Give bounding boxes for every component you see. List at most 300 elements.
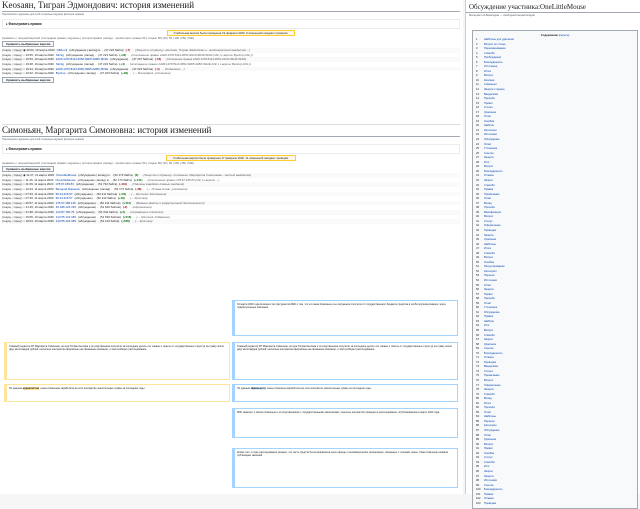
- toc-title: Содержание: [540, 33, 558, 37]
- toc-number: 88: [476, 433, 479, 437]
- toc-number: 91: [476, 447, 479, 451]
- revision-comment: . . (→ Биография: уточнение): [130, 71, 171, 76]
- toc-item-label: Откат: [484, 115, 492, 119]
- toc-number: 14: [476, 97, 479, 101]
- revision-user[interactable]: Skirtig: [55, 62, 64, 67]
- toc-number: 62: [476, 315, 479, 319]
- revision-size-delta: (+678): [121, 219, 130, 224]
- toc-number: 67: [476, 338, 479, 342]
- revision-comment: . . (Отменена правка 2A00:1370:8114:4652:4ACD:9D4F:0FD4): [163, 57, 247, 62]
- toc-number: 93: [476, 456, 479, 460]
- flagged-text: Стабильная версия была проверена 17 февраля 2020. 11 изменений ожидают проверки.: [166, 155, 296, 161]
- toc-number: 81: [476, 401, 479, 405]
- toc-number: 96: [476, 469, 479, 473]
- revision-size-delta: (-38): [135, 187, 142, 192]
- revision-user[interactable]: Валерий Бирюков: [55, 187, 80, 192]
- diff-added-block-3: Кроме того, в ходе расследования указано, что часть средств была направлена через фонды и некоммерческие организации, связанные с членами семьи. Сама Симоньян назвала публикацию заказной.: [232, 448, 458, 488]
- toc-number: 4: [476, 51, 478, 55]
- toc-number: 83: [476, 410, 479, 414]
- toc-item-label: Викификация: [484, 210, 501, 214]
- toc-number: 103: [476, 501, 481, 505]
- toc-number: 89: [476, 438, 479, 442]
- revision-comment: . . (Защитил страницу «Кеосаян, Тигран Эдмондович»: неоднократный вандализм ...): [132, 48, 251, 53]
- toc-number: 79: [476, 392, 479, 396]
- toc-number: 20: [476, 124, 479, 128]
- toc-item-label: Вопрос: [484, 165, 494, 169]
- toc-number: 54: [476, 278, 479, 282]
- toc-item-label: Удаление: [484, 238, 497, 242]
- toc-item-label: Удаление: [484, 110, 497, 114]
- toc-item-label: Благодарность: [484, 60, 503, 64]
- revision-links[interactable]: (текущ. | пред.) ○ 06:57, 11 марта 2020: [2, 200, 54, 205]
- toc-item-label: Ссылки: [484, 151, 494, 155]
- toc-item-label: Категория: [484, 269, 497, 273]
- toc-item-label: Источники: [484, 133, 497, 137]
- revision-meta: (обсуждение) . . (47 207 байтов): [110, 57, 154, 62]
- toc-item-label: Шаблоны: [484, 415, 496, 419]
- revision-user[interactable]: 46.188.123.159: [55, 205, 76, 210]
- revision-links[interactable]: (текущ. | пред.) ○ 21:49, 10 марта 2020: [2, 205, 54, 210]
- toc-number: 38: [476, 206, 479, 210]
- revision-meta: (обсуждение) . . (51 642 байта): [76, 210, 118, 215]
- toc-item-label: Итог: [484, 160, 490, 164]
- compare-revisions-button-bottom[interactable]: Сравнить выбранные версии: [2, 77, 54, 83]
- toc-item-label: Переименование: [484, 47, 506, 51]
- revision-user[interactable]: GBA.mil: [56, 48, 68, 53]
- toc-number: 69: [476, 347, 479, 351]
- toc-item-label: Привет: [484, 292, 493, 296]
- revision-list: [2, 173, 460, 224]
- toc-item-label: Удаление: [484, 438, 497, 442]
- toc-number: 63: [476, 319, 479, 323]
- toc-number: 73: [476, 365, 479, 369]
- toc-number: 1: [476, 38, 478, 41]
- toc-number: 8: [476, 69, 478, 73]
- toc-number: 37: [476, 201, 479, 205]
- toc-number: 71: [476, 356, 479, 360]
- toc-number: 41: [476, 219, 479, 223]
- toc-number: 11: [476, 83, 479, 87]
- history-nav[interactable]: (сравнить с текущей версией | последняя правка | журналы | история правок | вклад) · просмотреть (новые 50 | старые 50) (20 | 50 | 100 | 250 | 500): [2, 160, 194, 165]
- toc-number: 49: [476, 256, 479, 260]
- filter-revisions-toggle[interactable]: ▸ Фильтровать правки: [2, 144, 460, 154]
- toc-item-label: Просьба: [484, 406, 495, 410]
- toc-item-label: Статус: [484, 219, 493, 223]
- diff-old-text-a: По данным: [9, 387, 23, 390]
- revision-size-delta: (+18): [117, 196, 125, 201]
- revision-size-delta: (-7): [125, 48, 131, 53]
- toc-number: 80: [476, 397, 479, 401]
- compare-revisions-button[interactable]: Сравнить выбранные версии: [2, 41, 54, 47]
- history-pane-keosayan: [2, 0, 460, 122]
- toc-item-label: Шаблоны для удаления: [484, 38, 514, 41]
- revision-size-delta: (-4): [155, 66, 160, 71]
- toc-item-label: Благодарность: [484, 351, 503, 355]
- toc-item-label: Вандализм: [484, 365, 498, 369]
- toc-item-label: Статус: [484, 456, 493, 460]
- revision-links[interactable]: (текущ. | пред.) ○ 16:05, 10 марта 2020: [2, 214, 54, 219]
- toc-number: 45: [476, 238, 479, 242]
- toc-item-label: Уточнение: [484, 306, 498, 310]
- toc-number: 70: [476, 351, 479, 355]
- revision-user[interactable]: 2A00:1370:8114:4652:49D5:A0BC:9D1E: [55, 57, 109, 62]
- diff-new-paragraph: Главный редактор RT Маргарита Симоньян, её муж Тигран Кеосаян и их родственники получили за последние десять лет заказы и гранты от государственных структур на сумму около двух миллиардов рублей; несколько контрактов оформлены на связанные компании, о чём сообщает расследование.: [232, 342, 458, 380]
- toc-number: 78: [476, 388, 479, 392]
- toc-number: 39: [476, 210, 479, 214]
- history-pane-simonyan: [2, 124, 460, 296]
- toc-number: 55: [476, 283, 479, 287]
- toc-number: 98: [476, 479, 479, 483]
- revision-links[interactable]: (текущ. | пред.) ○ 19:55, 19 марта 2020: [2, 52, 54, 57]
- toc-item-label: Защита: [484, 156, 494, 160]
- toc-number: 9: [476, 74, 478, 78]
- toc-item-label: Примечание: [484, 192, 500, 196]
- toc-item-label: Перенос: [484, 419, 495, 423]
- talk-page-subtitle: Материал из Википедии — свободной энциклопедии: [469, 14, 535, 17]
- toc-item-label: Просьба: [484, 297, 495, 301]
- toc-number: 74: [476, 369, 479, 373]
- toc-item-label: Перенос: [484, 274, 495, 278]
- page-title: Симоньян, Маргарита Симоновна: история изменений: [2, 125, 460, 137]
- toc-item-label: Удаление: [484, 342, 497, 346]
- toc-number: 56: [476, 288, 479, 292]
- toc-number: 60: [476, 306, 479, 310]
- revision-size-delta: (-441): [119, 182, 128, 187]
- toc-item-label: Итог: [484, 465, 490, 469]
- revision-comment: . . (отклонение правки 2A00:1370:8114:4652:49D5:A0BC:9D1E (обс.) к версии Bystrup (обс.)): [126, 62, 251, 67]
- toc-item-label: Откат: [484, 197, 492, 201]
- diff-added-block: 19 марта 2020 года Кеосаян стал фигурантом МКК о том, что его жена Симоньян и ее окружение получили от государственного бюджета средства в особо крупном размере через подконтрольные компании.: [232, 300, 458, 336]
- revision-size-delta: (+441): [134, 177, 143, 182]
- toc-number: 84: [476, 415, 479, 419]
- toc-number: 86: [476, 424, 479, 428]
- toc-number: 22: [476, 133, 479, 137]
- revision-comment: . . (исправление опечатки): [126, 210, 164, 215]
- revision-meta: (обсуждение | вклад) . . (47 223 байта): [65, 52, 118, 57]
- toc-item-label: Источники: [484, 479, 497, 483]
- revision-user[interactable]: OneLittleMouse: [56, 173, 77, 178]
- toc-item-label: Категории: [484, 128, 497, 132]
- diff-old-line: [4, 384, 230, 402]
- revision-meta: (обсуждение) . . (51 639 байтов): [77, 214, 121, 219]
- revision-links[interactable]: (текущ. | пред.) ○ 19:48, 19 марта 2020: [2, 62, 54, 67]
- toc-number: 99: [476, 483, 479, 487]
- toc-item-label: Обсуждение: [484, 429, 500, 433]
- toc-item-label: Ответ: [484, 283, 492, 287]
- toc-item-label: Спасибо: [484, 460, 495, 464]
- toc-item-label: Проверка: [484, 360, 497, 364]
- toc-number: 92: [476, 451, 479, 455]
- toc-list: [476, 38, 634, 506]
- revision-list: [2, 48, 460, 76]
- toc-number: 97: [476, 474, 479, 478]
- revision-size-delta: (-2): [122, 205, 128, 210]
- revision-links[interactable]: (текущ. | пред.) ○ 21:38, 10 марта 2020: [2, 210, 54, 215]
- toc-item-label: Благодарность: [484, 488, 503, 492]
- toc-item-label: Ссылки: [484, 483, 494, 487]
- diff-removed-word: журналистов: [22, 387, 40, 390]
- filter-label: Фильтровать правки: [8, 146, 42, 151]
- revision-size-delta: (-16): [155, 57, 162, 62]
- toc-item-label: Защита: [484, 388, 494, 392]
- toc-number: 64: [476, 324, 479, 328]
- toc-item-label: Запрос: [484, 469, 493, 473]
- toc-item-label: Откат: [484, 410, 492, 414]
- toc-item-label: Просьба: [484, 206, 495, 210]
- toc-number: 21: [476, 128, 479, 132]
- toc-item-label: Статья: [484, 106, 493, 110]
- toc-number: 42: [476, 224, 479, 228]
- toc-number: 26: [476, 151, 479, 155]
- toc-item-label: Привет: [484, 447, 493, 451]
- toc-number: 94: [476, 460, 479, 464]
- toc-number: 36: [476, 197, 479, 201]
- toc-item-label: Запрос: [484, 338, 493, 342]
- diff-new-text-a: По данным: [237, 387, 251, 390]
- toc-item-label: Отмена: [484, 497, 494, 501]
- toc-number: 48: [476, 251, 479, 255]
- filter-label: Фильтровать правки: [8, 21, 42, 26]
- toc-item-label: Откат: [484, 301, 492, 305]
- toc-number: 25: [476, 147, 479, 151]
- toc-item-label: Оформление: [484, 224, 501, 228]
- toc-item-label: Вопрос: [484, 329, 494, 332]
- toc-item-label: Шаблон: [484, 124, 494, 128]
- toc-number: 57: [476, 292, 479, 296]
- revision-user[interactable]: Bystrup: [55, 71, 66, 76]
- toc-item-label: Спасибо: [484, 251, 495, 255]
- revision-row[interactable]: [2, 219, 460, 224]
- toc-number: 53: [476, 274, 479, 278]
- toc-item-label: Ошибка: [484, 260, 495, 264]
- revision-size-delta: (+79): [119, 191, 127, 196]
- toc-number: 50: [476, 260, 479, 264]
- toc-number: 32: [476, 178, 479, 182]
- revision-links[interactable]: (текущ. | пред.) ○ 19:44, 19 марта 2020: [2, 66, 54, 71]
- toc-item-label: Правка: [484, 492, 494, 496]
- toc-item-label: Симоньян: [484, 83, 497, 87]
- revision-comment: . . (→ Критика: дополнение): [128, 191, 167, 196]
- revision-user[interactable]: 95.24.226.57: [55, 196, 73, 201]
- history-nav[interactable]: (сравнить с текущей версией | последняя правка | журналы | история правок | вклад) · просмотреть (новые 50 | старые 50) (20 | 50 | 100 | 250 | 500): [2, 35, 194, 40]
- revision-links[interactable]: (текущ. | пред.) ○ 10:23, 11 марта 2020: [2, 187, 54, 192]
- revision-comment: . . (Важные факты о коррупционной деятельности): [132, 200, 205, 205]
- toc-item-label: Вопрос: [484, 379, 494, 383]
- revision-user[interactable]: 213.55.123.189: [55, 219, 76, 224]
- diff-old-paragraph: Главный редактор RT Маргарита Симоньян, её муж Тигран Кеосаян и их родственники получили за последние десять лет заказы и гранты от государственных структур на сумму около двух миллиардов рублей; несколько контрактов оформлены на связанные компании, о чём сообщает расследование.: [4, 342, 230, 380]
- diff-added-word: Навального: [250, 387, 266, 390]
- revision-links[interactable]: (текущ. | пред.) ○ 11:26, 11 марта 2020: [2, 177, 54, 182]
- revision-user[interactable]: Skirtig: [55, 52, 64, 57]
- revision-links[interactable]: (текущ. | пред.) ○ 19:42, 19 марта 2020: [2, 71, 54, 76]
- revision-meta: (обсуждение | вклад) м . . (52 173 байта): [77, 177, 133, 182]
- revision-comment: . . (оформление): [129, 205, 152, 210]
- revision-meta: (обсуждение | вклад) м . . (52 173 байта): [78, 173, 133, 178]
- revision-comment: . . (→ Критика): [126, 196, 148, 201]
- revision-size-delta: (+3): [119, 210, 125, 215]
- toc-number: 47: [476, 247, 479, 251]
- diff-view: [2, 298, 460, 494]
- revision-links[interactable]: (текущ. | пред.) ○ 19:53, 19 марта 2020: [2, 57, 54, 62]
- toc-number: 27: [476, 156, 479, 160]
- flagged-text: Стабильная версия была проверена 19 февраля 2020. 9 изменений ожидают проверки.: [167, 30, 296, 36]
- toc-item-label: Уточнение: [484, 147, 498, 151]
- toc-item-label: Итоги: [484, 69, 492, 73]
- toc-item[interactable]: [476, 502, 634, 507]
- toc-item-label: Вопрос по статье: [484, 42, 506, 46]
- diff-new-text-b: , семья Симоньян заработала на этих контрактах значительные суммы за последние годы.: [265, 387, 372, 390]
- revision-links[interactable]: (текущ. | пред.) ○ 07:25, 11 марта 2020: [2, 196, 54, 201]
- revision-row[interactable]: [2, 71, 460, 76]
- toc-item-label: Итоги: [484, 247, 492, 251]
- revision-meta: (обсуждение) . . (51 123 байта): [77, 219, 120, 224]
- toc-number: 65: [476, 329, 479, 332]
- toc-item-label: Благодарность: [484, 169, 503, 173]
- flagged-revs-notice: [2, 156, 460, 160]
- revision-comment: . . (Удалены заведомо ложные сведения): [129, 182, 185, 187]
- toc-number: 3: [476, 47, 478, 51]
- toc-number: 44: [476, 233, 479, 237]
- revision-links[interactable]: (текущ. | пред.) ○ 16:04, 10 марта 2020: [2, 219, 54, 224]
- toc-number: 52: [476, 269, 479, 273]
- toc-number: 68: [476, 342, 479, 346]
- revision-comment: . . (Защитил страницу «Симоньян, Маргарита Симоновна»: частый вандализм): [140, 173, 252, 178]
- revision-links[interactable]: (текущ. | пред.) ◉ 11:27, 11 марта 2020: [2, 173, 55, 178]
- toc-item-label: Категории: [484, 424, 497, 428]
- toc-item-label: Патрулирование: [484, 265, 505, 269]
- toc-item-label: Ответ: [484, 433, 492, 437]
- toc-number: 13: [476, 92, 479, 96]
- toc-number: 72: [476, 360, 479, 364]
- toc-number: 19: [476, 119, 479, 123]
- revision-links[interactable]: (текущ. | пред.) ◉ 20:00, 19 марта 2020: [2, 48, 55, 53]
- toc-item-label: Шаблоны: [484, 242, 496, 246]
- toc-item-label: Привет: [484, 101, 493, 105]
- toc-number: 16: [476, 106, 479, 110]
- revision-user[interactable]: 213.55.123.189: [55, 214, 76, 219]
- toc-number: 95: [476, 465, 479, 469]
- diff-new-line: [232, 384, 458, 402]
- toc-number: 87: [476, 429, 479, 433]
- toc-item-label: Итог: [484, 324, 490, 328]
- revision-size-delta: (+474): [122, 200, 131, 205]
- toc-item-label: Отмена: [484, 356, 494, 360]
- toc-item-label: Об отмене: [484, 65, 498, 69]
- revision-size-delta: (+4): [119, 62, 125, 67]
- revision-user[interactable]: 95.24.226.57: [55, 191, 73, 196]
- toc-number: 7: [476, 65, 478, 69]
- talk-page-title: Обсуждение участника:OneLittleMouse: [466, 0, 640, 13]
- toc-item-label: Шаблон: [484, 319, 494, 323]
- toc-item-label: Отмена: [484, 174, 494, 178]
- toc-item-label: Итоги: [484, 401, 492, 405]
- toc-number: 31: [476, 174, 479, 178]
- diff-added-block-2: МКК заявляет о связях Симоньян и её родственников с государственными заказчиками; перечень контрактов приведён в расследовании, опубликованном в марте 2020 года.: [232, 408, 458, 438]
- toc-item-label: Правка: [484, 315, 494, 319]
- revision-user[interactable]: 2A00:1370:8114:4652:49D5:A0BC:9D1E: [55, 66, 109, 71]
- toc-number: 66: [476, 333, 479, 337]
- revision-links[interactable]: (текущ. | пред.) ○ 11:09, 11 марта 2020: [2, 182, 54, 187]
- diff-old-text-b: , семья Симоньян заработала на этих контрактах значительные суммы за последние годы.: [39, 387, 146, 390]
- revision-comment: . . (→ Личная жизнь: уточнение): [143, 187, 188, 192]
- toc-number: 59: [476, 301, 479, 305]
- revision-meta: (обсуждение) . . (51 732 байта): [75, 182, 118, 187]
- user-talk-page: [465, 0, 640, 505]
- toc-number: 76: [476, 379, 479, 383]
- logs-link[interactable]: Просмотреть журналы для этой страницы (журнал фильтра правок): [2, 138, 84, 141]
- toc-item-label: Кеосаян: [484, 78, 495, 82]
- toc-number: 61: [476, 310, 479, 314]
- toc-item-label: Проверка: [484, 228, 497, 232]
- toc-item-label: Ответ: [484, 142, 492, 146]
- toc-item-label: Вопрос: [484, 74, 494, 78]
- toc-number: 12: [476, 88, 479, 92]
- toc-number: 24: [476, 142, 479, 146]
- toc-number: 51: [476, 265, 479, 269]
- revision-meta: (обсуждение) . . (52 132 байта): [74, 196, 116, 201]
- toc-item-label: Защита: [484, 288, 494, 292]
- toc-number: 18: [476, 115, 479, 119]
- toc-number: 34: [476, 188, 479, 192]
- toc-number: 82: [476, 406, 479, 410]
- toc-item-label: Запрос: [484, 178, 493, 182]
- flagged-revs-notice: [2, 31, 460, 35]
- toc-item-label: Ошибка: [484, 451, 495, 455]
- toc-item-label: Защита: [484, 233, 494, 237]
- revision-meta: (обсуждение | вклад) . . (47 223 байта): [65, 62, 118, 67]
- revision-user[interactable]: 178.67.189.83: [55, 182, 74, 187]
- toc-hide-link[interactable]: [скрыть]: [558, 33, 570, 37]
- revision-comment: . . (отклонение правки 178.67.189.83 (обс.) к версии ...): [144, 177, 220, 182]
- toc-number: 10: [476, 78, 479, 82]
- toc-item-label: Правка: [484, 188, 494, 192]
- toc-number: 29: [476, 165, 479, 169]
- toc-item-label: Ошибка: [484, 119, 495, 123]
- toc-item-label: Вопрос: [484, 442, 494, 446]
- toc-number: 28: [476, 160, 479, 164]
- revision-size-delta: (+516): [122, 214, 132, 219]
- toc-number: 40: [476, 215, 479, 219]
- toc-number: 101: [476, 492, 481, 496]
- toc-item-label: Источники: [484, 278, 497, 282]
- toc-number: 43: [476, 228, 479, 232]
- toc-item-label: Вопрос: [484, 256, 494, 260]
- toc-item-label: Проверка: [484, 501, 497, 505]
- revision-links[interactable]: (текущ. | пред.) ○ 07:33, 11 марта 2020: [2, 191, 54, 196]
- revision-size-delta: (0): [134, 173, 139, 178]
- toc-number: 5: [476, 56, 478, 60]
- compare-revisions-button[interactable]: Сравнить выбранные версии: [2, 166, 54, 172]
- revision-user[interactable]: 176.97.185.145: [55, 200, 76, 205]
- toc-item-label: Вклад: [484, 201, 492, 205]
- filter-revisions-toggle[interactable]: ▸ Фильтровать правки: [2, 19, 460, 29]
- revision-user[interactable]: OneLittleMouse: [55, 177, 76, 182]
- toc-number: 58: [476, 297, 479, 301]
- toc-item-label: Статья: [484, 369, 493, 373]
- toc-number: 15: [476, 101, 479, 105]
- logs-link[interactable]: Просмотреть журналы для этой страницы (журнал фильтра правок): [2, 13, 84, 16]
- toc-item-label: Ссылки: [484, 347, 494, 351]
- toc-item-label: Вопрос: [484, 215, 494, 219]
- toc-number: 77: [476, 383, 479, 387]
- toc-number: 75: [476, 374, 479, 378]
- revision-meta: (обсуждение | вклад) м . . (47 223 байта): [69, 48, 124, 53]
- revision-meta: (обсуждение) . . (47 219 байтов): [110, 66, 154, 71]
- toc-item-label: Пробуждение: [484, 56, 502, 60]
- revision-user[interactable]: 213.87.150.75: [55, 210, 75, 215]
- revision-size-delta: (+29): [121, 71, 129, 76]
- toc-item-label: Спасибо: [484, 392, 495, 396]
